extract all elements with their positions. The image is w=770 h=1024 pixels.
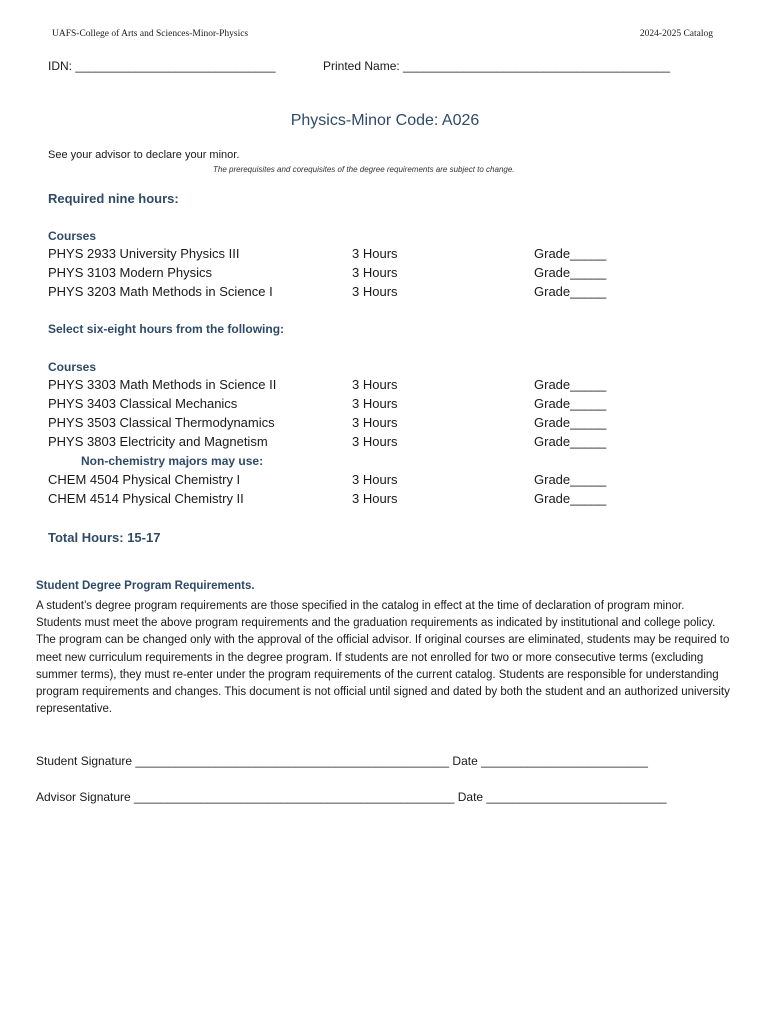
course-hours: 3 Hours (352, 377, 398, 392)
course-name: CHEM 4514 Physical Chemistry II (48, 491, 244, 506)
course-hours: 3 Hours (352, 472, 398, 487)
course-hours: 3 Hours (352, 284, 398, 299)
grade-field[interactable]: Grade_____ (534, 284, 607, 299)
grade-field[interactable]: Grade_____ (534, 472, 607, 487)
total-hours: Total Hours: 15-17 (48, 530, 161, 545)
page-title: Physics-Minor Code: A026 (290, 112, 480, 129)
grade-field[interactable]: Grade_____ (534, 415, 607, 430)
non-chemistry-heading: Non-chemistry majors may use: (81, 454, 264, 468)
requirements-paragraph: A student’s degree program requirements are those specified in the catalog in effect at the time of declaration of program minor. Students must meet the above program requirements and the graduation requirements as indicated by institutional and college policy. The program can be changed only with the approval of the official advisor. If original courses are eliminated, students may be required to meet new curriculum requirements in the degree program. If students are not enrolled for two or more consecutive terms (excluding summer terms), they must re-enter under the program requirements of the current catalog. Students are responsible for understanding program requirements and changes. This document is not official until signed and dated by both the student and an authorized university representative. (36, 600, 730, 716)
course-row (0, 246, 770, 265)
course-name: PHYS 3403 Classical Mechanics (48, 396, 238, 411)
course-row (0, 491, 770, 510)
grade-field[interactable]: Grade_____ (534, 265, 607, 280)
student-signature-line[interactable]: Student Signature _______________________________________________ Date _________________________ (36, 754, 648, 768)
course-hours: 3 Hours (352, 246, 398, 261)
course-row (0, 472, 770, 491)
course-row (0, 377, 770, 396)
header-title: UAFS-College of Arts and Sciences-Minor-Physics (52, 29, 249, 39)
grade-field[interactable]: Grade_____ (534, 491, 607, 506)
course-hours: 3 Hours (352, 265, 398, 280)
required-courses-label: Courses (48, 229, 97, 243)
course-hours: 3 Hours (352, 434, 398, 449)
printed-name-field[interactable]: Printed Name: ________________________________________ (323, 59, 670, 73)
course-name: PHYS 3503 Classical Thermodynamics (48, 415, 275, 430)
course-name: PHYS 3803 Electricity and Magnetism (48, 434, 268, 449)
course-row (0, 284, 770, 303)
advisor-signature-line[interactable]: Advisor Signature ________________________________________________ Date ___________________________ (36, 790, 667, 804)
course-row (0, 434, 770, 453)
grade-field[interactable]: Grade_____ (534, 396, 607, 411)
select-courses-label: Courses (48, 360, 97, 374)
course-row (0, 396, 770, 415)
grade-field[interactable]: Grade_____ (534, 377, 607, 392)
course-hours: 3 Hours (352, 396, 398, 411)
course-hours: 3 Hours (352, 491, 398, 506)
select-heading: Select six-eight hours from the following: (48, 322, 285, 336)
course-name: CHEM 4504 Physical Chemistry I (48, 472, 241, 487)
grade-field[interactable]: Grade_____ (534, 246, 607, 261)
disclaimer: The prerequisites and corequisites of the degree requirements are subject to change. (213, 165, 515, 174)
course-name: PHYS 3103 Modern Physics (48, 265, 213, 280)
course-row (0, 415, 770, 434)
required-heading: Required nine hours: (48, 191, 179, 206)
idn-field[interactable]: IDN: ______________________________ (48, 59, 276, 73)
course-name: PHYS 2933 University Physics III (48, 246, 240, 261)
course-row (0, 265, 770, 284)
grade-field[interactable]: Grade_____ (534, 434, 607, 449)
advisor-note: See your advisor to declare your minor. (48, 149, 240, 161)
course-hours: 3 Hours (352, 415, 398, 430)
requirements-heading: Student Degree Program Requirements. (36, 580, 255, 592)
course-name: PHYS 3203 Math Methods in Science I (48, 284, 273, 299)
course-name: PHYS 3303 Math Methods in Science II (48, 377, 277, 392)
header-catalog-year: 2024-2025 Catalog (639, 29, 713, 39)
